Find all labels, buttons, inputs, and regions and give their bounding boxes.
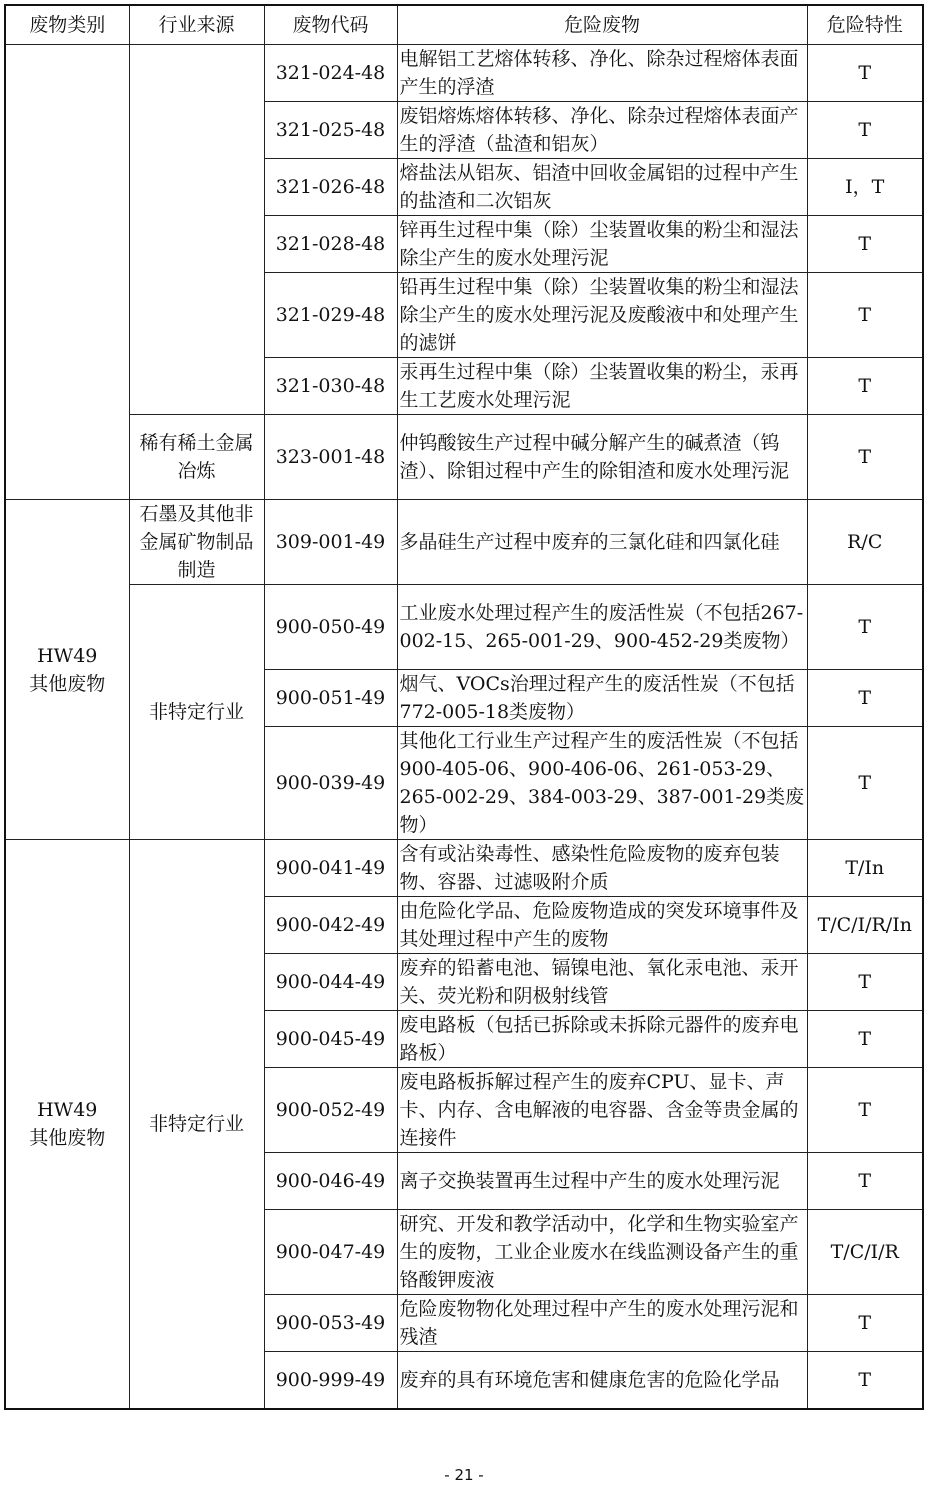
characteristic-cell: T [807, 1352, 923, 1409]
description-cell: 汞再生过程中集（除）尘装置收集的粉尘，汞再生工艺废水处理污泥 [397, 358, 807, 415]
characteristic-cell: T/In [807, 840, 923, 897]
header-description: 危险废物 [397, 5, 807, 45]
description-cell: 锌再生过程中集（除）尘装置收集的粉尘和湿法除尘产生的废水处理污泥 [397, 216, 807, 273]
description-cell: 仲钨酸铵生产过程中碱分解产生的碱煮渣（钨渣）、除钼过程中产生的除钼渣和废水处理污泥 [397, 415, 807, 500]
page-number: - 21 - [444, 1466, 484, 1484]
characteristic-cell: T/C/I/R [807, 1210, 923, 1295]
code-cell: 900-052-49 [264, 1068, 397, 1153]
header-code: 废物代码 [264, 5, 397, 45]
characteristic-cell: T [807, 585, 923, 670]
code-cell: 321-030-48 [264, 358, 397, 415]
source-cell: 非特定行业 [129, 840, 264, 1409]
characteristic-cell: T [807, 670, 923, 727]
characteristic-cell: T/C/I/R/In [807, 897, 923, 954]
table-header-row [5, 5, 923, 45]
description-cell: 熔盐法从铝灰、铝渣中回收金属铝的过程中产生的盐渣和二次铝灰 [397, 159, 807, 216]
code-cell: 900-042-49 [264, 897, 397, 954]
code-cell: 900-053-49 [264, 1295, 397, 1352]
description-cell: 废电路板拆解过程产生的废弃CPU、显卡、声卡、内存、含电解液的电容器、含金等贵金属的连接件 [397, 1068, 807, 1153]
characteristic-cell: T [807, 1295, 923, 1352]
category-cell [5, 45, 129, 500]
source-cell [129, 45, 264, 415]
characteristic-cell: T [807, 415, 923, 500]
description-cell: 铅再生过程中集（除）尘装置收集的粉尘和湿法除尘产生的废水处理污泥及废酸液中和处理产生的滤饼 [397, 273, 807, 358]
characteristic-cell: T [807, 1153, 923, 1210]
code-cell: 900-047-49 [264, 1210, 397, 1295]
code-cell: 900-050-49 [264, 585, 397, 670]
source-cell: 非特定行业 [129, 585, 264, 840]
code-cell: 321-025-48 [264, 102, 397, 159]
header-category: 废物类别 [5, 5, 129, 45]
code-cell: 321-029-48 [264, 273, 397, 358]
characteristic-cell: T [807, 45, 923, 102]
description-cell: 含有或沾染毒性、感染性危险废物的废弃包装物、容器、过滤吸附介质 [397, 840, 807, 897]
characteristic-cell: R/C [807, 500, 923, 585]
code-cell: 323-001-48 [264, 415, 397, 500]
hazardous-waste-table [4, 4, 924, 1410]
header-characteristic: 危险特性 [807, 5, 923, 45]
source-cell: 石墨及其他非金属矿物制品制造 [129, 500, 264, 585]
description-cell: 工业废水处理过程产生的废活性炭（不包括267-002-15、265-001-29、900-452-29类废物） [397, 585, 807, 670]
characteristic-cell: T [807, 358, 923, 415]
category-cell: HW49 其他废物 [5, 500, 129, 840]
description-cell: 危险废物物化处理过程中产生的废水处理污泥和残渣 [397, 1295, 807, 1352]
description-cell: 烟气、VOCs治理过程产生的废活性炭（不包括772-005-18类废物） [397, 670, 807, 727]
description-cell: 废弃的铅蓄电池、镉镍电池、氧化汞电池、汞开关、荧光粉和阴极射线管 [397, 954, 807, 1011]
code-cell: 900-046-49 [264, 1153, 397, 1210]
characteristic-cell: T [807, 273, 923, 358]
table-row [5, 45, 923, 102]
description-cell: 电解铝工艺熔体转移、净化、除杂过程熔体表面产生的浮渣 [397, 45, 807, 102]
code-cell: 309-001-49 [264, 500, 397, 585]
characteristic-cell: T [807, 727, 923, 840]
table-row [5, 585, 923, 670]
header-source: 行业来源 [129, 5, 264, 45]
code-cell: 900-039-49 [264, 727, 397, 840]
characteristic-cell: T [807, 1011, 923, 1068]
description-cell: 由危险化学品、危险废物造成的突发环境事件及其处理过程中产生的废物 [397, 897, 807, 954]
code-cell: 900-051-49 [264, 670, 397, 727]
code-cell: 900-045-49 [264, 1011, 397, 1068]
code-cell: 900-044-49 [264, 954, 397, 1011]
category-cell: HW49 其他废物 [5, 840, 129, 1409]
characteristic-cell: T [807, 954, 923, 1011]
code-cell: 900-041-49 [264, 840, 397, 897]
description-cell: 研究、开发和教学活动中，化学和生物实验室产生的废物，工业企业废水在线监测设备产生的重铬酸钾废液 [397, 1210, 807, 1295]
description-cell: 多晶硅生产过程中废弃的三氯化硅和四氯化硅 [397, 500, 807, 585]
description-cell: 废铝熔炼熔体转移、净化、除杂过程熔体表面产生的浮渣（盐渣和铝灰） [397, 102, 807, 159]
source-cell: 稀有稀土金属冶炼 [129, 415, 264, 500]
table-body [5, 45, 923, 1409]
code-cell: 900-999-49 [264, 1352, 397, 1409]
characteristic-cell: T [807, 1068, 923, 1153]
code-cell: 321-024-48 [264, 45, 397, 102]
characteristic-cell: I，T [807, 159, 923, 216]
table-row [5, 840, 923, 897]
description-cell: 废电路板（包括已拆除或未拆除元器件的废弃电路板） [397, 1011, 807, 1068]
code-cell: 321-028-48 [264, 216, 397, 273]
code-cell: 321-026-48 [264, 159, 397, 216]
characteristic-cell: T [807, 102, 923, 159]
characteristic-cell: T [807, 216, 923, 273]
table-row [5, 500, 923, 585]
description-cell: 其他化工行业生产过程产生的废活性炭（不包括900-405-06、900-406-06、261-053-29、265-002-29、384-003-29、387-001-29类废物） [397, 727, 807, 840]
description-cell: 离子交换装置再生过程中产生的废水处理污泥 [397, 1153, 807, 1210]
table-row [5, 415, 923, 500]
description-cell: 废弃的具有环境危害和健康危害的危险化学品 [397, 1352, 807, 1409]
